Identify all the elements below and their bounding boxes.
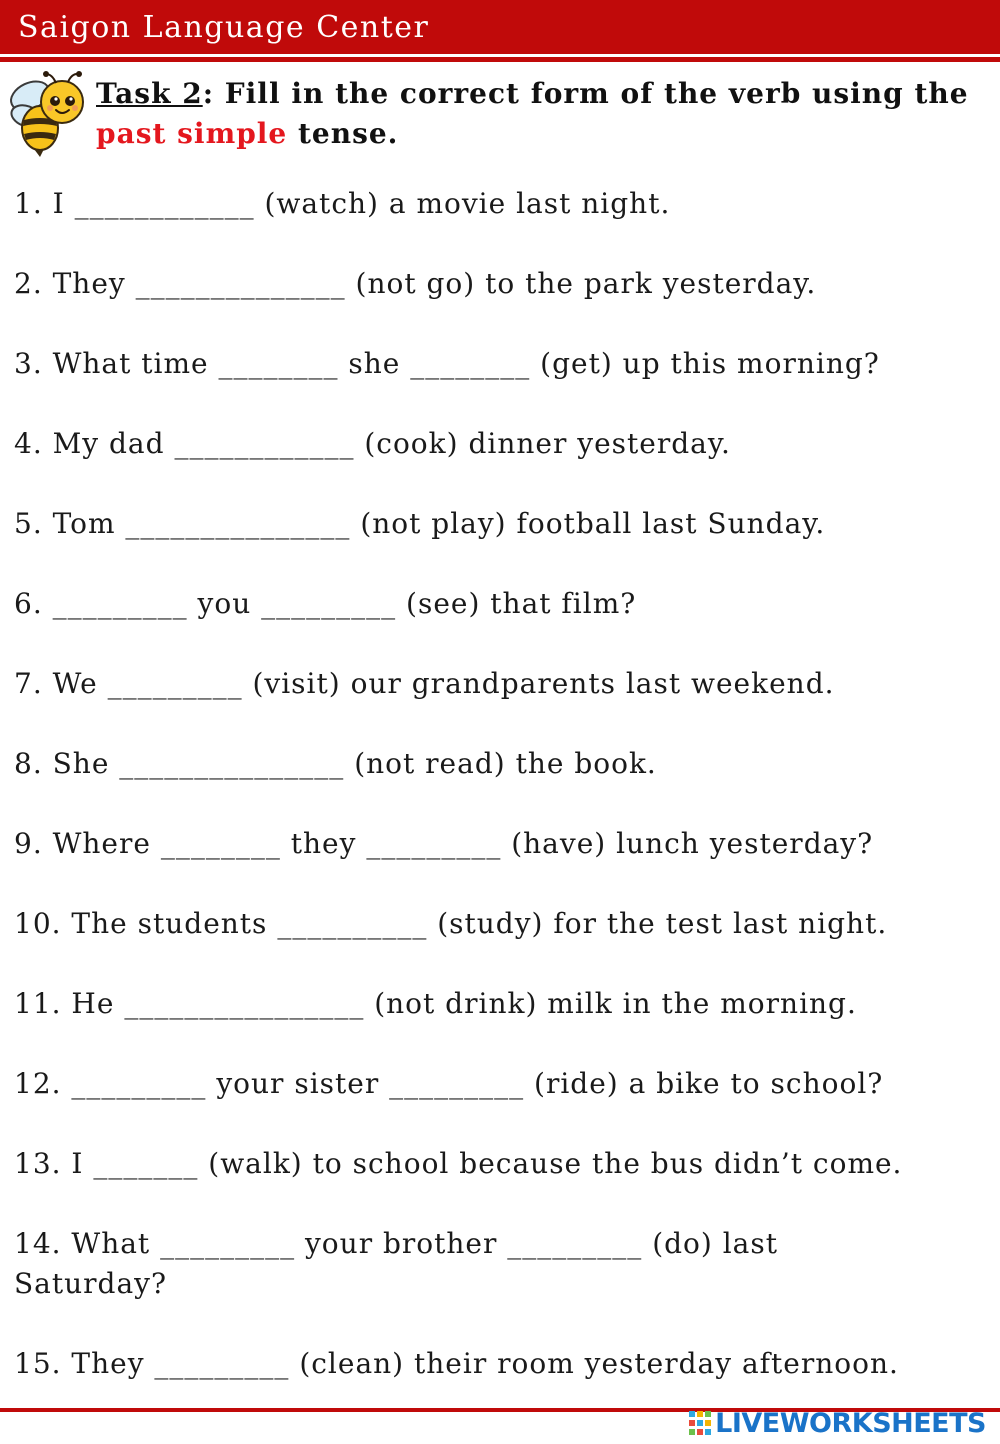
header-divider (0, 57, 1000, 62)
question-item: 11. He ________________ (not drink) milk in the morning. (14, 987, 857, 1020)
question-item: 12. _________ your sister _________ (ride) a bike to school? (14, 1067, 884, 1100)
question-item: 10. The students __________ (study) for the test last night. (14, 907, 888, 940)
question-item: 2. They ______________ (not go) to the park yesterday. (14, 267, 817, 300)
question-item: 8. She _______________ (not read) the book. (14, 747, 657, 780)
task-instruction-start: : Fill in the correct form of the verb using the (202, 77, 969, 110)
question-item: 13. I _______ (walk) to school because the bus didn’t come. (14, 1147, 903, 1180)
question-item: 9. Where ________ they _________ (have) lunch yesterday? (14, 827, 874, 860)
task-heading (96, 74, 986, 154)
question-item: 15. They _________ (clean) their room yesterday afternoon. (14, 1347, 899, 1380)
tense-highlight: past simple (96, 117, 288, 150)
question-item: 14. What _________ your brother _________ (do) last Saturday? (14, 1227, 778, 1300)
question-item: 6. _________ you _________ (see) that film? (14, 587, 637, 620)
liveworksheets-icon (689, 1409, 711, 1437)
question-item: 7. We _________ (visit) our grandparents last weekend. (14, 667, 835, 700)
liveworksheets-logo (689, 1406, 986, 1440)
question-item: 1. I ____________ (watch) a movie last night. (14, 187, 671, 220)
brand-text: LIVEWORKSHEETS (715, 1407, 986, 1439)
question-item: 3. What time ________ she ________ (get) up this morning? (14, 347, 880, 380)
question-list (14, 184, 996, 1424)
bee-icon (4, 70, 92, 158)
task-instruction-end: tense. (287, 117, 399, 150)
header-title: Saigon Language Center (18, 10, 430, 45)
task-label: Task 2 (96, 77, 203, 110)
question-item: 4. My dad ____________ (cook) dinner yesterday. (14, 427, 731, 460)
question-item: 5. Tom _______________ (not play) football last Sunday. (14, 507, 826, 540)
